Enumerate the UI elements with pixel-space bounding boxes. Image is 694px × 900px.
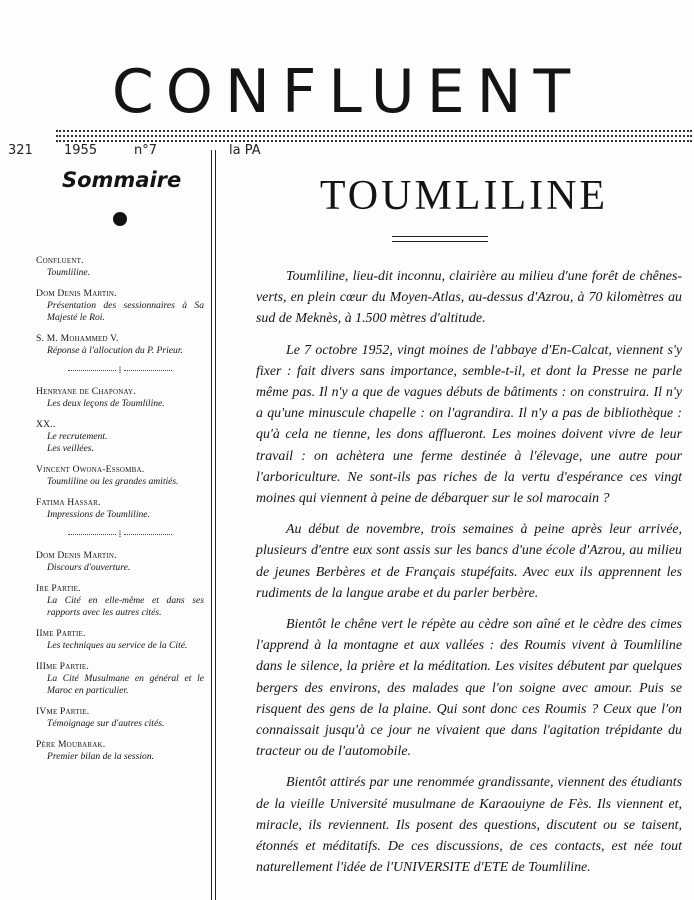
- column-divider-left: [211, 150, 212, 900]
- title-underline-2: [392, 241, 488, 242]
- handwritten-number: 321: [8, 143, 33, 158]
- toc-entry: [36, 255, 204, 279]
- toc-entry: [36, 583, 204, 619]
- toc-author: IIIme Partie.: [36, 661, 90, 672]
- toc-title: Les deux leçons de Toumliline.: [47, 398, 165, 409]
- article-paragraph: Bientôt le chêne vert le répète au cèdre son aîné et le cèdre des cimes l'apprend à la montagne et aux vallées : des Roumis vivent à Toumliline dans le silence, la prière et la méditation. Les visites débutent par quelques bergers des environs, des malades que l'on soigne avec amour. Puis se risquent des gens de la plaine. Qui sont donc ces Roumis ? Ceux que l'on connaissait jusqu'à ce jour ne vivaient que dans l'agitation trépidante du tracteur ou de l'automobile.: [256, 617, 682, 760]
- toc-entry: [36, 628, 204, 652]
- masthead-rule-3: [56, 140, 692, 142]
- toc-entry: [36, 739, 204, 763]
- article-title: TOUMLILINE: [319, 173, 609, 219]
- masthead-title: CONFLUENT: [111, 57, 583, 127]
- bullet-icon: [113, 212, 127, 226]
- handwritten-year: 1955: [64, 143, 98, 158]
- article-body: [256, 266, 682, 888]
- article-paragraph: Le 7 octobre 1952, vingt moines de l'abbaye d'En-Calcat, viennent s'y fixer : fait divers sans importance, semble-t-il, et dont la Presse ne parle même pas. Il n'y a que de vagues débuts de bâtiments : on construira. Il n'y a qu'une minuscule chapelle : on l'agrandira. Il n'y a pas de bibliothèque : qu'à cela ne tienne, les dons afflueront. Les moines doivent vivre de leur travail : on achètera une ferme destinée à l'élevage, une autre pour l'arboriculture. Ne sont-ils pas riches de la vertu d'espérance ces vingt moines qui viennent à peine de débarquer sur le sol marocain ?: [256, 342, 682, 507]
- masthead-rule-2: [56, 135, 692, 137]
- column-divider-right: [215, 150, 216, 900]
- toc-entry: [36, 464, 204, 488]
- toc-title: Présentation des sessionnaires à Sa Majesté le Roi.: [47, 300, 204, 323]
- toc-author: Confluent.: [36, 255, 84, 266]
- toc-entry: [36, 497, 204, 521]
- toc-entry: [36, 706, 204, 730]
- toc-title: Impressions de Toumliline.: [47, 509, 150, 520]
- toc-author: Fatima Hassar.: [36, 497, 101, 508]
- toc-title: La Cité en elle-même et dans ses rapports avec les autres cités.: [47, 595, 204, 618]
- article-paragraph: Toumliline, lieu-dit inconnu, clairière au milieu d'une forêt de chênes-verts, en plein cœur du Moyen-Atlas, au-dessus d'Azrou, à 70 kilomètres au sud de Meknès, à 1.500 mètres d'altitude.: [256, 269, 682, 327]
- toc-entry: [36, 550, 204, 574]
- toc-title: Témoignage sur d'autres cités.: [47, 718, 165, 729]
- toc-author: IIme Partie.: [36, 628, 86, 639]
- toc-title: Réponse à l'allocution du P. Prieur.: [47, 345, 183, 356]
- toc-title: Toumliline ou les grandes amitiés.: [47, 476, 179, 487]
- toc-author: Vincent Owona-Essomba.: [36, 464, 145, 475]
- toc-title: Discours d'ouverture.: [47, 562, 131, 573]
- toc-entry: [36, 419, 204, 455]
- handwritten-issue: n°7: [134, 143, 158, 158]
- toc-title: Le recrutement.: [47, 431, 108, 442]
- section-separator: ⁞: [36, 530, 204, 539]
- toc-author: Père Moubarak.: [36, 739, 106, 750]
- sommaire-heading: Sommaire: [62, 168, 182, 192]
- title-underline-1: [392, 236, 488, 237]
- toc-entry: [36, 661, 204, 697]
- toc-entry: [36, 288, 204, 324]
- toc-author: Dom Denis Martin.: [36, 550, 117, 561]
- toc-author: Ire Partie.: [36, 583, 81, 594]
- toc-author: S. M. Mohammed V.: [36, 333, 119, 344]
- table-of-contents: [36, 255, 204, 772]
- toc-title: Toumliline.: [47, 267, 91, 278]
- handwritten-note: la PA: [229, 143, 261, 158]
- toc-title: La Cité Musulmane en général et le Maroc en particulier.: [47, 673, 204, 696]
- toc-entry: [36, 333, 204, 357]
- section-separator: ⁞: [36, 366, 204, 375]
- toc-title: Les veillées.: [47, 443, 94, 454]
- toc-entry: [36, 386, 204, 410]
- article-paragraph: Au début de novembre, trois semaines à peine après leur arrivée, plusieurs d'entre eux sont assis sur les bancs d'une école d'Azrou, au milieu de jeunes Berbères et de Français stupéfaits. Avec eux ils apprennent les rudiments de la langue arabe et du parler berbère.: [256, 522, 682, 601]
- toc-author: Dom Denis Martin.: [36, 288, 117, 299]
- toc-title: Les techniques au service de la Cité.: [47, 640, 188, 651]
- toc-title: Premier bilan de la session.: [47, 751, 155, 762]
- toc-author: IVme Partie.: [36, 706, 90, 717]
- article-paragraph: Bientôt attirés par une renommée grandissante, viennent des étudiants de la vieille Université musulmane de Karaouiyne de Fès. Ils viennent et, miracle, ils reviennent. Ils posent des questions, discutent ou se taisent, étonnés et méditatifs. De ces discussions, de ces contacts, est née tout naturellement l'idée de l'UNIVERSITE d'ETE de Toumliline.: [256, 775, 682, 876]
- toc-author: Henryane de Chaponay.: [36, 386, 136, 397]
- toc-author: XX..: [36, 419, 56, 430]
- masthead-rule-1: [56, 130, 692, 132]
